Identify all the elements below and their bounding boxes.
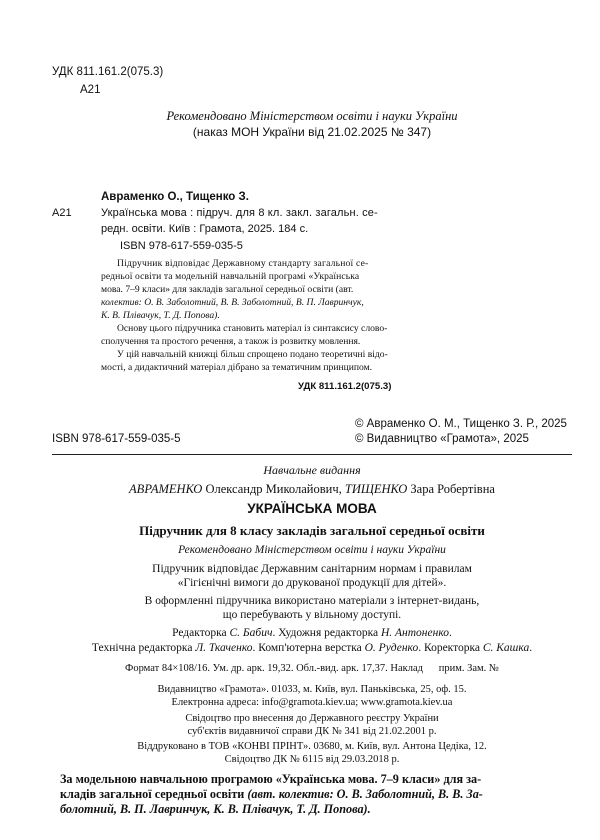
credits-line2-end: .: [529, 642, 533, 654]
program-line2: [60, 787, 483, 802]
catalog-p3-line1: У цій навчальній книжці більш спрощено подано теоретичні відо-: [117, 349, 388, 360]
proofreader-name: С. Кашка: [482, 642, 530, 654]
catalog-p2-line1: Основу цього підручника становить матеріал із синтаксису слово-: [117, 323, 388, 334]
catalog-p1-line3: [101, 284, 353, 295]
udk-code: УДК 811.161.2(075.3): [52, 66, 164, 78]
catalog-authors: Авраменко О., Тищенко З.: [101, 191, 249, 203]
publisher-address: Видавництво «Грамота». 01033, м. Київ, вул. Паньківська, 25, оф. 15.: [157, 684, 467, 695]
catalog-p1-line4: колектив: О. В. Заболотний, В. В. Заболотний, В. П. Лавринчук,: [101, 297, 364, 308]
editor-name: С. Бабич: [229, 627, 273, 639]
edition-type: Навчальне видання: [263, 463, 361, 477]
catalog-mark: А21: [52, 207, 72, 219]
separator-line: [52, 454, 572, 455]
copyright-line1: © Авраменко О. М., Тищенко З. Р., 2025: [355, 418, 567, 430]
author1-name: Олександр Миколайович,: [202, 482, 345, 496]
book-subtitle: Підручник для 8 класу закладів загальної середньої освіти: [139, 523, 485, 538]
catalog-p1-line1: Підручник відповідає Державному стандарту загальної се-: [117, 258, 369, 269]
art-editor-name: Н. Антоненко: [380, 627, 450, 639]
sanitary-line2: «Гігієнічні вимоги до друкованої продукції для дітей».: [177, 577, 447, 589]
author2-surname: ТИЩЕНКО: [344, 482, 408, 496]
publisher-contacts: Електронна адреса: info@gramota.kiev.ua; www.gramota.kiev.ua: [171, 697, 453, 708]
certificate-line2: суб'єктів видавничої справи ДК № 341 від 21.02.2001 р.: [187, 726, 437, 737]
proofreader-label: . Коректорка: [418, 642, 483, 654]
tech-editor-name: Л. Ткаченко: [195, 642, 253, 654]
credits-line2: [52, 642, 572, 654]
layout-label: . Комп'ютерна верстка: [252, 642, 365, 654]
layout-name: О. Руденко: [364, 642, 419, 654]
print-format: Формат 84×108/16. Ум. др. арк. 19,32. Обл.-вид. арк. 17,37. Наклад прим. Зам. №: [125, 663, 499, 674]
program-authors-start: (авт. колектив: О. В. Заболотний, В. В. За-: [247, 787, 483, 801]
catalog-line2: редн. освіти. Київ : Грамота, 2025. 184 с.: [101, 223, 309, 235]
program-line1: За модельною навчальною програмою «Українська мова. 7–9 класи» для за-: [60, 772, 482, 786]
catalog-p2-line2: сполучення та простого речення, а також із розвитку мовлення.: [101, 336, 361, 347]
design-line1: В оформленні підручника використано матеріали з інтернет-видань,: [144, 595, 480, 607]
catalog-p1-line5: К. В. Плівачук, Т. Д. Попова).: [101, 310, 220, 321]
book-title: УКРАЇНСЬКА МОВА: [247, 501, 377, 516]
art-editor-label: . Художня редакторка: [272, 627, 381, 639]
program-line2-text: кладів загальної середньої освіти: [60, 787, 248, 801]
author-mark: А21: [80, 84, 101, 96]
p1-line3-text: мова. 7–9 класи» для закладів загальної середньої освіти (авт.: [101, 284, 354, 295]
author1-surname: АВРАМЕНКО: [129, 482, 203, 496]
copyright-isbn: ISBN 978-617-559-035-5: [52, 433, 181, 445]
editor-label: Редакторка: [172, 627, 230, 639]
copyright-line2: © Видавництво «Грамота», 2025: [355, 433, 529, 445]
credits-line1-end: .: [449, 627, 452, 639]
catalog-p3-line2: мості, а дидактичний матеріал дібрано за тематичним принципом.: [101, 362, 373, 373]
author2-name: Зара Робертівна: [407, 482, 495, 496]
recommendation: Рекомендовано Міністерством освіти і науки України: [166, 109, 458, 123]
program-line3: болотний, В. П. Лавринчук, К. В. Плівачук, Т. Д. Попова).: [60, 802, 371, 816]
credits-line1: [52, 627, 572, 639]
catalog-p1-line2: редньої освіти та модельній навчальній програмі «Українська: [101, 271, 360, 282]
catalog-line1: Українська мова : підруч. для 8 кл. закл. загальн. се-: [101, 207, 378, 219]
edition-recommendation: Рекомендовано Міністерством освіти і науки України: [178, 544, 446, 556]
design-line2: що перебувають у вільному доступі.: [222, 609, 402, 621]
ministry-order: (наказ МОН України від 21.02.2025 № 347): [192, 125, 432, 139]
sanitary-line1: Підручник відповідає Державним санітарним нормам і правилам: [152, 563, 472, 575]
certificate-line1: Свідоцтво про внесення до Державного реєстру України: [185, 713, 439, 724]
printer-line2: Свідоцтво ДК № 6115 від 29.03.2018 р.: [224, 754, 400, 765]
edition-authors: [52, 482, 572, 497]
catalog-udk: УДК 811.161.2(075.3): [298, 381, 392, 392]
tech-editor-label: Технічна редакторка: [91, 642, 196, 654]
printer-line1: Віддруковано в ТОВ «КОНВІ ПРІНТ». 03680, м. Київ, вул. Антона Цедіка, 12.: [137, 741, 487, 752]
catalog-isbn: ISBN 978-617-559-035-5: [120, 240, 243, 252]
